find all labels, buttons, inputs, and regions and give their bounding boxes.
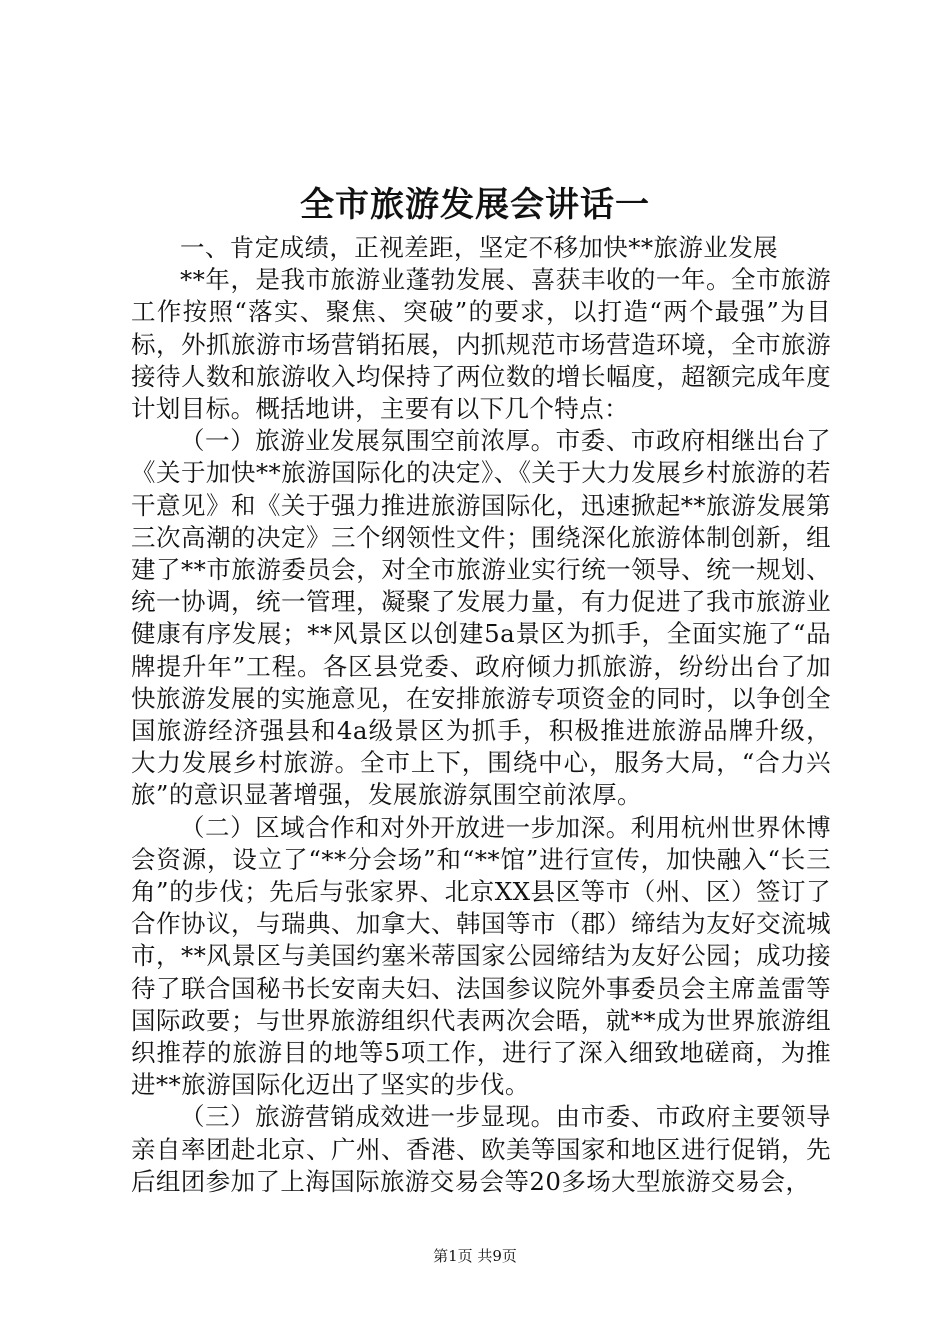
paragraph-point-two: （二）区域合作和对外开放进一步加深。利用杭州世界休博会资源，设立了“**分会场”和“**馆”进行宣传，加快融入“长三角”的步伐；先后与张家界、北京XX县区等市（州、区）签订了合作协议，与瑞典、加拿大、韩国等市（郡）缔结为友好交流城市，**风景区与美国约塞米蒂国家公园缔结为友好公园；成功接待了联合国秘书长安南夫妇、法国参议院外事委员会主席盖雷等国际政要；与世界旅游组织代表两次会晤，就**成为世界旅游组织推荐的旅游目的地等5项工作，进行了深入细致地磋商，为推进**旅游国际化迈出了坚实的步伐。: [131, 812, 831, 1100]
paragraph-intro: **年，是我市旅游业蓬勃发展、喜获丰收的一年。全市旅游工作按照“落实、聚焦、突破”的要求，以打造“两个最强”为目标，外抓旅游市场营销拓展，内抓规范市场营造环境，全市旅游接待人数和旅游收入均保持了两位数的增长幅度，超额完成年度计划目标。概括地讲，主要有以下几个特点：: [131, 265, 831, 424]
document-body: [131, 232, 831, 1198]
paragraph-point-three: （三）旅游营销成效进一步显现。由市委、市政府主要领导亲自率团赴北京、广州、香港、欧美等国家和地区进行促销，先后组团参加了上海国际旅游交易会等20多场大型旅游交易会，: [131, 1102, 831, 1196]
document-title: 全市旅游发展会讲话一: [300, 185, 650, 225]
page-number-footer: 第1页 共9页: [433, 1247, 517, 1265]
paragraph-point-one: （一）旅游业发展氛围空前浓厚。市委、市政府相继出台了《关于加快**旅游国际化的决定》、《关于大力发展乡村旅游的若干意见》和《关于强力推进旅游国际化，迅速掀起**旅游发展第三次高潮的决定》三个纲领性文件；围绕深化旅游体制创新，组建了**市旅游委员会，对全市旅游业实行统一领导、统一规划、统一协调，统一管理，凝聚了发展力量，有力促进了我市旅游业健康有序发展；**风景区以创建5a景区为抓手，全面实施了“品牌提升年”工程。各区县党委、政府倾力抓旅游，纷纷出台了加快旅游发展的实施意见，在安排旅游专项资金的同时，以争创全国旅游经济强县和4a级景区为抓手，积极推进旅游品牌升级，大力发展乡村旅游。全市上下，围绕中心，服务大局，“合力兴旅”的意识显著增强，发展旅游氛围空前浓厚。: [131, 426, 831, 810]
section-heading: 一、肯定成绩，正视差距，坚定不移加快**旅游业发展: [180, 233, 778, 262]
